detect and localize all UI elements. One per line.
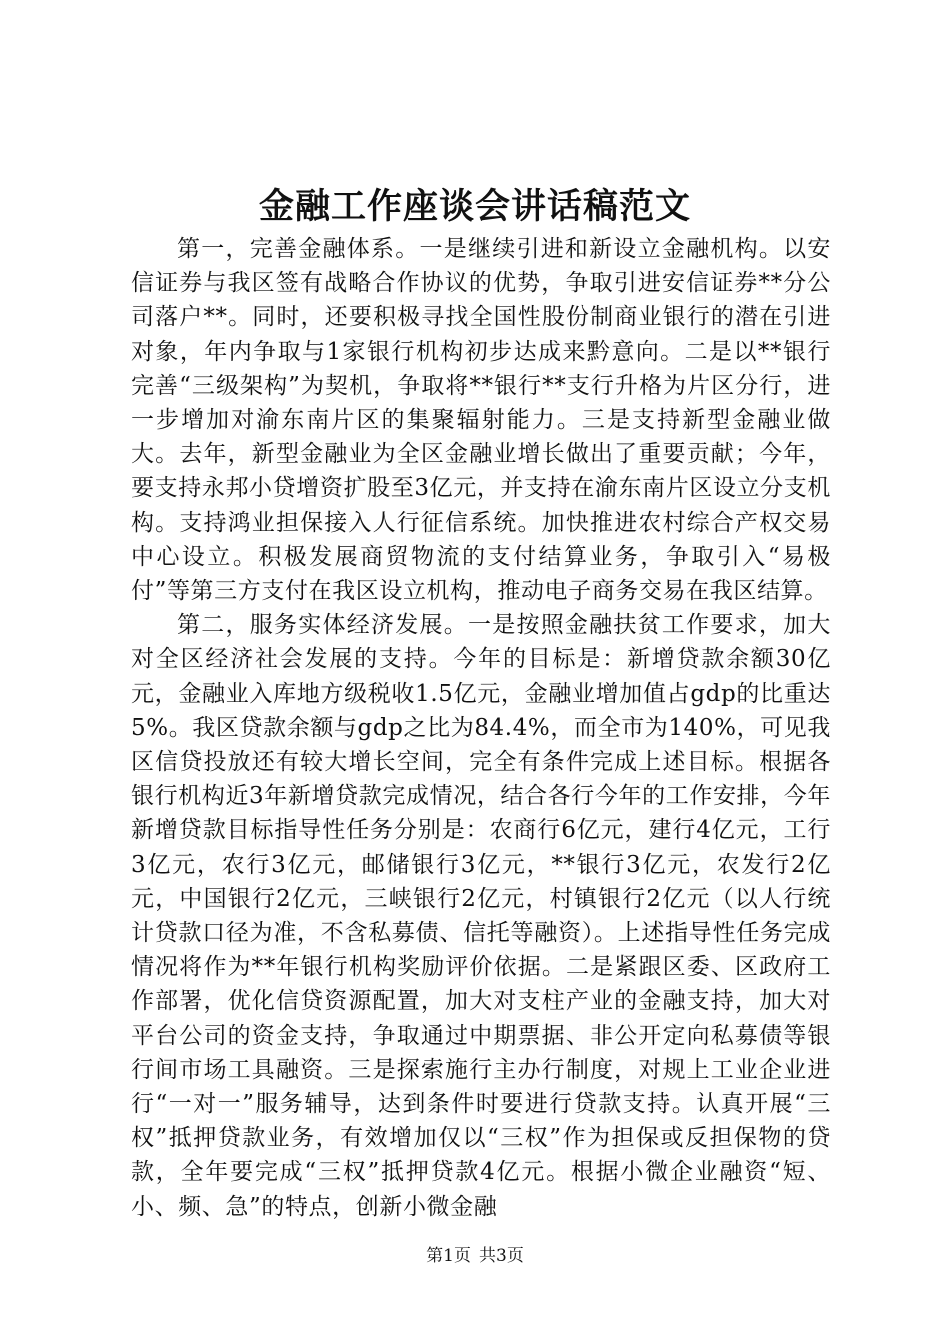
page-number: 第1页: [426, 1246, 471, 1266]
page-total: 共3页: [479, 1246, 524, 1266]
document-body: [131, 232, 831, 1224]
page-footer: [0, 1244, 950, 1268]
paragraph-1: 第一，完善金融体系。一是继续引进和新设立金融机构。以安信证券与我区签有战略合作协议的优势，争取引进安信证券**分公司落户**。同时，还要积极寻找全国性股份制商业银行的潜在引进对象，年内争取与1家银行机构初步达成来黔意向。二是以**银行完善“三级架构”为契机，争取将**银行**支行升格为片区分行，进一步增加对渝东南片区的集聚辐射能力。三是支持新型金融业做大。去年，新型金融业为全区金融业增长做出了重要贡献；今年，要支持永邦小贷增资扩股至3亿元，并支持在渝东南片区设立分支机构。支持鸿业担保接入人行征信系统。加快推进农村综合产权交易中心设立。积极发展商贸物流的支付结算业务，争取引入“易极付”等第三方支付在我区设立机构，推动电子商务交易在我区结算。: [131, 236, 831, 605]
paragraph-2: 第二，服务实体经济发展。一是按照金融扶贫工作要求，加大对全区经济社会发展的支持。今年的目标是：新增贷款余额30亿元，金融业入库地方级税收1.5亿元，金融业增加值占gdp的比重达5%。我区贷款余额与gdp之比为84.4%，而全市为140%，可见我区信贷投放还有较大增长空间，完全有条件完成上述目标。根据各银行机构近3年新增贷款完成情况，结合各行今年的工作安排，今年新增贷款目标指导性任务分别是：农商行6亿元，建行4亿元，工行3亿元，农行3亿元，邮储银行3亿元，**银行3亿元，农发行2亿元，中国银行2亿元，三峡银行2亿元，村镇银行2亿元（以人行统计贷款口径为准，不含私募债、信托等融资）。上述指导性任务完成情况将作为**年银行机构奖励评价依据。二是紧跟区委、区政府工作部署，优化信贷资源配置，加大对支柱产业的金融支持，加大对平台公司的资金支持，争取通过中期票据、非公开定向私募债等银行间市场工具融资。三是探索施行主办行制度，对规上工业企业进行“一对一”服务辅导，达到条件时要进行贷款支持。认真开展“三权”抵押贷款业务，有效增加仅以“三权”作为担保或反担保物的贷款，全年要完成“三权”抵押贷款4亿元。根据小微企业融资“短、小、频、急”的特点，创新小微金融: [131, 612, 831, 1220]
document-title: 金融工作座谈会讲话稿范文: [258, 186, 691, 227]
